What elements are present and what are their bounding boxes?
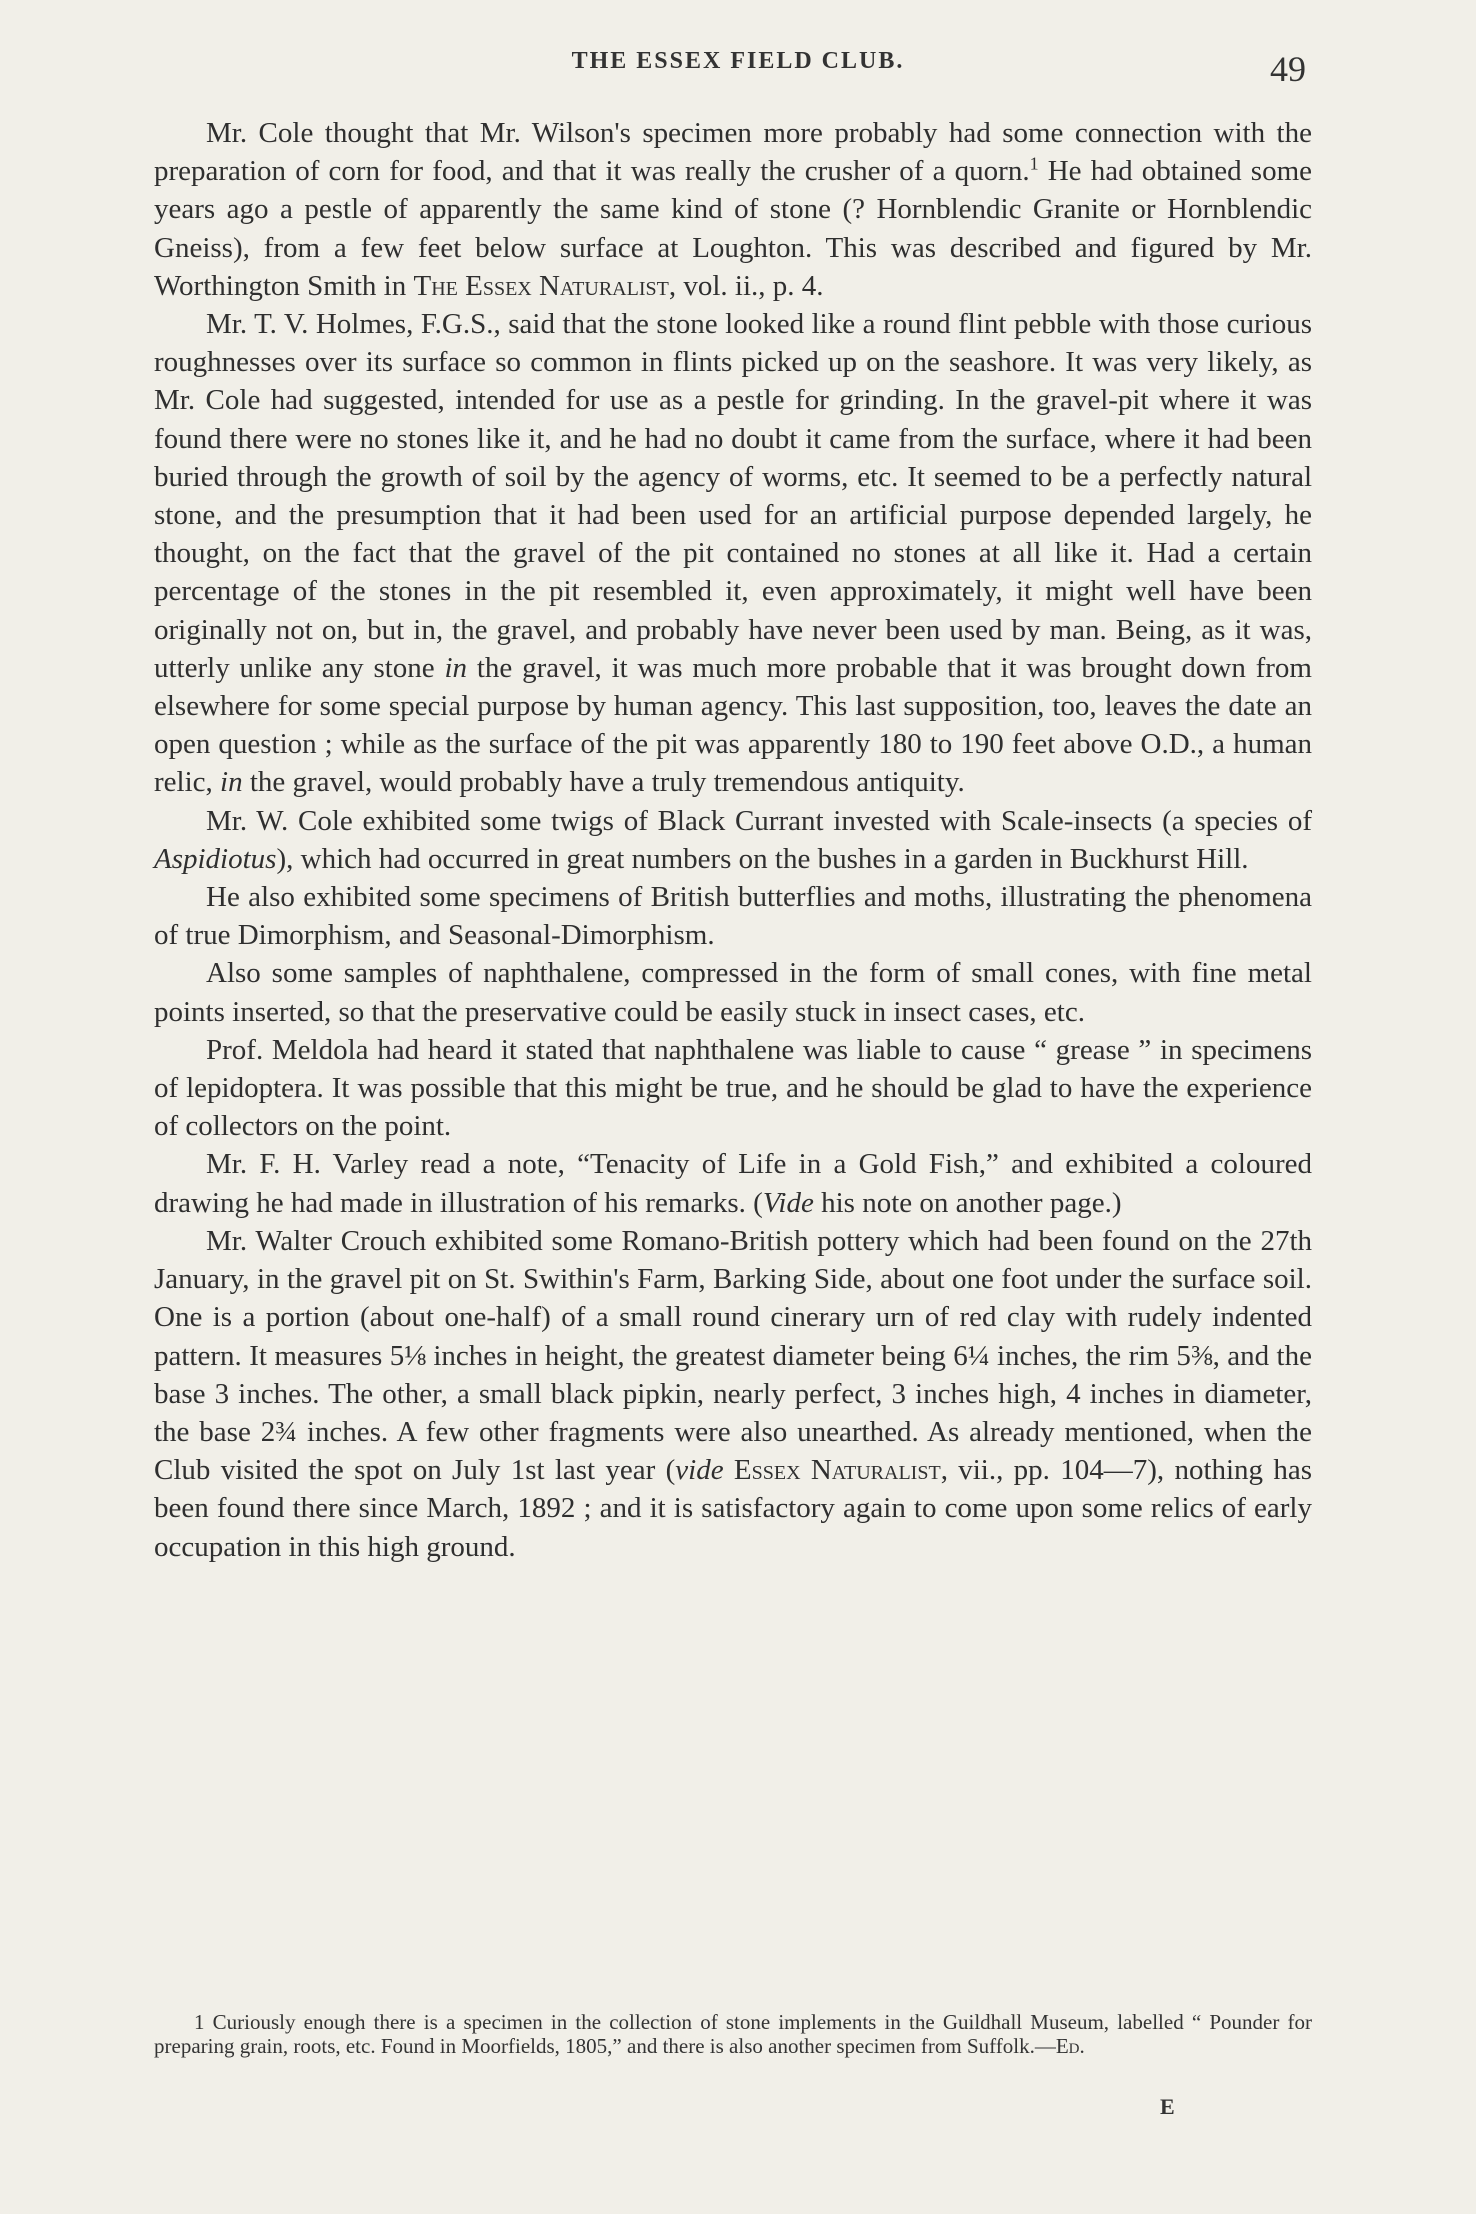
paragraph-varley: Mr. F. H. Varley read a note, “Tenacity of Life in a Gold Fish,” and exhibited a coloured drawing he had made in illustration of his remarks. (Vide his note on another page.) [154,1148,1312,1219]
journal-title: The Essex Naturalist [413,269,669,302]
paragraph-crouch-pottery: Mr. Walter Crouch exhibited some Romano-British pottery which had been found on the 27th January, in the gravel pit on St. Swithin's Farm, Barking Side, about one foot under the surface soil. One is a portion (about one-half) of a small round cinerary urn of red clay with rudely indented pattern. It measures 5⅛ inches in height, the greatest diameter being 6¼ inches, the rim 5⅜, and the base 3 inches. The other, a small black pipkin, nearly perfect, 3 inches high, 4 inches in diameter, the base 2¾ inches. A few other fragments were also unearthed. As already mentioned, when the Club visited the spot on July 1st last year (vide Essex Naturalist, vii., pp. 104—7), nothing has been found there since March, 1892 ; and it is satisfactory again to come upon some relics of early occupation in this high ground. [154,1224,1313,1563]
footnote: 1 Curiously enough there is a specimen in the collection of stone implements in the Guildhall Museum, labelled “ Pounder for preparing grain, roots, etc. Found in Moorfields, 1805,” and there is also another specimen from Suffolk.—Ed. [154,2010,1312,2058]
genus-name: Aspidiotus [154,842,277,875]
paragraph-dimorphism: He also exhibited some specimens of British butterflies and moths, illustrating the phenomena of true Dimorphism, and Seasonal-Dimorphism. [154,881,1312,952]
paragraph-naphthalene: Also some samples of naphthalene, compressed in the form of small cones, with fine metal points inserted, so that the preservative could be easily stuck in insect cases, etc. [154,957,1312,1028]
paragraph-holmes: Mr. T. V. Holmes, F.G.S., said that the stone looked like a round flint pebble with those curious roughnesses over its surface so common in flints picked up on the seashore. It was very likely, as Mr. Cole had suggested, intended for use as a pestle for grinding. In the gravel-pit where it was found there were no stones like it, and he had no doubt it came from the surface, where it had been buried through the growth of soil by the agency of worms, etc. It seemed to be a perfectly natural stone, and the presumption that it had been used for an artificial purpose depended largely, he thought, on the fact that the gravel of the pit contained no stones at all like it. Had a certain percentage of the stones in the pit resembled it, even approximately, it might well have been originally not on, but in, the gravel, and probably have never been used by man. Being, as it was, utterly unlike any stone in the gravel, it was much more probable that it was brought down from elsewhere for some special purpose by human agency. This last supposition, too, leaves the date an open question ; while as the surface of the pit was apparently 180 to 190 feet above O.D., a human relic, in the gravel, would probably have a truly tremendous antiquity. [154,308,1312,799]
signature-mark: E [1160,2094,1175,2119]
page-number: 49 [1270,49,1306,89]
journal-title: Essex Naturalist [723,1454,941,1487]
footnote-reference: 1 [1029,153,1039,174]
running-title: THE ESSEX FIELD CLUB. [571,48,905,74]
paragraph-meldola: Prof. Meldola had heard it stated that naphthalene was liable to cause “ grease ” in specimens of lepidoptera. It was possible that this might be true, and he should be glad to have the experience of collectors on the point. [154,1033,1312,1143]
paragraph-cole-quorn: Mr. Cole thought that Mr. Wilson's specimen more probably had some connection with the preparation of corn for food, and that it was really the crusher of a quorn.$^1$ He had obtained some years ago a pestle of apparently the same kind of stone (? Hornblendic Granite or Hornblendic Gneiss), from a few feet below surface at Loughton. This was described and figured by Mr. Worthington Smith in The Essex Naturalist, vol. ii., p. 4. [154,117,1312,302]
editor-initials: Ed. [1055,2034,1085,2058]
paragraph-scale-insects: Mr. W. Cole exhibited some twigs of Black Currant invested with Scale-insects (a species of Aspidiotus), which had occurred in great numbers on the bushes in a garden in Buckhurst Hill. [154,804,1312,875]
body-text [154,114,1312,1566]
footnote-marker: 1 [194,2010,205,2034]
